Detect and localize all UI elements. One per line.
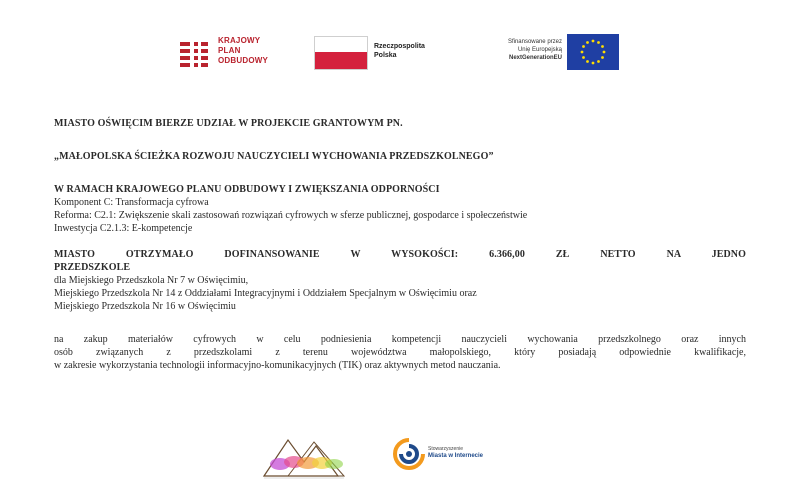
purpose-line: w zakresie wykorzystania technologii informacyjno-komunikacyjnych (TIK) oraz aktywnych metod nauczania. bbox=[54, 360, 501, 371]
recipient-line: dla Miejskiego Przedszkola Nr 7 w Oświęcimiu, bbox=[54, 275, 249, 286]
eu-logo-text: Sfinansowane przez Unię Europejską NextGenerationEU bbox=[507, 39, 562, 61]
heading-project-name: „MAŁOPOLSKA ŚCIEŻKA ROZWOJU NAUCZYCIELI WYCHOWANIA PRZEDSZKOLNEGO” bbox=[54, 151, 494, 162]
purpose-line: osób związanych z przedszkolami z terenu województwa małopolskiego, który posiadają odpowiednie kwalifikacje, bbox=[54, 347, 746, 358]
funding-heading: MIASTO OTRZYMAŁO DOFINANSOWANIE W WYSOKOŚCI: 6.366,00 ZŁ NETTO NA JEDNO bbox=[54, 249, 746, 260]
component-line: Komponent C: Transformacja cyfrowa bbox=[54, 197, 209, 208]
funding-heading-cont: PRZEDSZKOLE bbox=[54, 262, 131, 273]
kpo-logo bbox=[178, 36, 298, 72]
header-logos bbox=[0, 30, 800, 80]
miasta-w-internecie-text: Stowarzyszenie Miasta w Internecie bbox=[428, 446, 484, 459]
document-body bbox=[54, 117, 746, 372]
eu-logo bbox=[470, 34, 630, 74]
mountains-logo-icon bbox=[258, 432, 368, 480]
footer-logos bbox=[0, 430, 800, 490]
miasta-w-internecie-icon bbox=[392, 436, 426, 476]
heading-project: MIASTO OŚWIĘCIM BIERZE UDZIAŁ W PROJEKCIE GRANTOWYM PN. bbox=[54, 118, 403, 129]
reform-line: Reforma: C2.1: Zwiększenie skali zastosowań rozwiązań cyfrowych w sferze publicznej, gospodarce i społeczeństwie bbox=[54, 210, 528, 221]
kpo-mark-icon bbox=[178, 38, 212, 70]
kpo-logo-text: KRAJOWY PLAN ODBUDOWY bbox=[218, 36, 269, 65]
poland-flag-icon bbox=[314, 36, 368, 70]
poland-logo-text: Rzeczpospolita Polska bbox=[374, 43, 425, 59]
investment-line: Inwestycja C2.1.3: E-kompetencje bbox=[54, 223, 193, 234]
purpose-line: na zakup materiałów cyfrowych w celu podniesienia kompetencji nauczycieli wychowania przedszkolnego oraz innych bbox=[54, 334, 746, 345]
recipient-line: Miejskiego Przedszkola Nr 14 z Oddziałami Integracyjnymi i Oddziałem Specjalnym w Oświęcimiu oraz bbox=[54, 288, 477, 299]
poland-logo bbox=[314, 36, 464, 72]
recipient-line: Miejskiego Przedszkola Nr 16 w Oświęcimiu bbox=[54, 301, 236, 312]
miasta-w-internecie-logo bbox=[392, 436, 532, 476]
eu-flag-icon bbox=[567, 34, 619, 70]
heading-kpo: W RAMACH KRAJOWEGO PLANU ODBUDOWY I ZWIĘKSZANIA ODPORNOŚCI bbox=[54, 184, 440, 195]
